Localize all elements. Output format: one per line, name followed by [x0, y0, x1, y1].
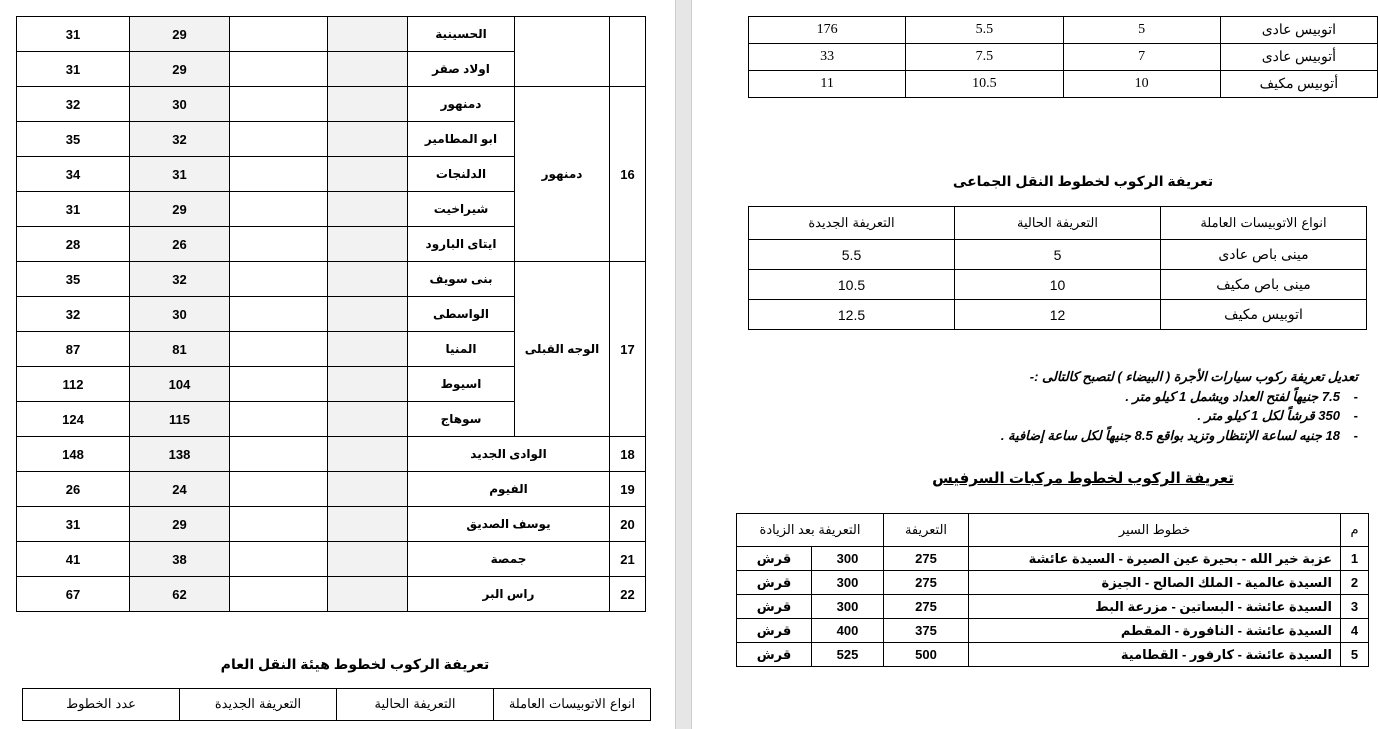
header-cell: التعريفة — [884, 514, 969, 547]
header-cell: انواع الاتوبيسات العاملة — [494, 689, 651, 721]
row-number: 2 — [1341, 571, 1369, 595]
new-fare: 34 — [17, 157, 130, 192]
station-name: راس البر — [408, 577, 610, 612]
empty-cell — [328, 472, 408, 507]
header-cell: التعريفة الجديدة — [749, 207, 955, 240]
empty-cell — [328, 227, 408, 262]
header-cell: التعريفة بعد الزيادة — [737, 514, 884, 547]
empty-cell — [328, 332, 408, 367]
current-fare: 5 — [955, 240, 1161, 270]
station-name: الدلنجات — [408, 157, 515, 192]
route-name: السيدة عائشة - النافورة - المقطم — [969, 619, 1341, 643]
empty-cell — [328, 192, 408, 227]
table-row — [749, 71, 1378, 98]
header-cell: عدد الخطوط — [23, 689, 180, 721]
route-name: السيدة عائشة - البساتين - مزرعة البط — [969, 595, 1341, 619]
route-name: عزبة خير الله - بحيرة عين الصيرة - السيدة عائشة — [969, 547, 1341, 571]
empty-cell — [230, 507, 328, 542]
station-name: ابو المطامير — [408, 122, 515, 157]
table-header-row — [737, 514, 1369, 547]
new-fare: 300 — [812, 571, 884, 595]
row-number: 19 — [610, 472, 646, 507]
station-name: ايتاى البارود — [408, 227, 515, 262]
table-row — [749, 17, 1378, 44]
row-number: 22 — [610, 577, 646, 612]
line-count: 11 — [749, 71, 906, 98]
table-row — [17, 87, 646, 122]
taxi-item: - 18 جنيه لساعة الإنتظار وتزيد بواقع 8.5 جنيهاً لكل ساعة إضافية . — [758, 426, 1358, 446]
station-name: جمصة — [408, 542, 610, 577]
empty-cell — [230, 402, 328, 437]
fare: 275 — [884, 571, 969, 595]
new-fare: 525 — [812, 643, 884, 667]
current-fare: 5 — [1063, 17, 1220, 44]
bus-type: اتوبيس عادى — [1220, 17, 1377, 44]
current-fare: 115 — [130, 402, 230, 437]
empty-cell — [328, 542, 408, 577]
new-fare: 41 — [17, 542, 130, 577]
table-row — [17, 437, 646, 472]
row-number — [610, 17, 646, 87]
current-fare: 10 — [955, 270, 1161, 300]
row-number: 1 — [1341, 547, 1369, 571]
table-row — [737, 643, 1369, 667]
empty-cell — [328, 507, 408, 542]
header-cell: التعريفة الحالية — [337, 689, 494, 721]
current-fare: 26 — [130, 227, 230, 262]
route-name: السيدة عائشة - كارفور - القطامية — [969, 643, 1341, 667]
currency-unit: قرش — [737, 619, 812, 643]
bus-type: مينى باص مكيف — [1161, 270, 1367, 300]
station-name: الواسطى — [408, 297, 515, 332]
row-number: 3 — [1341, 595, 1369, 619]
empty-cell — [230, 122, 328, 157]
row-number: 21 — [610, 542, 646, 577]
new-fare: 31 — [17, 17, 130, 52]
empty-cell — [328, 17, 408, 52]
new-fare: 5.5 — [749, 240, 955, 270]
station-name: الحسينية — [408, 17, 515, 52]
new-fare: 35 — [17, 122, 130, 157]
empty-cell — [230, 297, 328, 332]
station-name: اسيوط — [408, 367, 515, 402]
table-row — [749, 270, 1367, 300]
empty-cell — [328, 297, 408, 332]
route-name: السيدة عالمية - الملك الصالح - الجيزة — [969, 571, 1341, 595]
new-fare: 32 — [17, 87, 130, 122]
empty-cell — [230, 227, 328, 262]
bus-type: اتوبيس مكيف — [1161, 300, 1367, 330]
new-fare: 400 — [812, 619, 884, 643]
new-fare: 31 — [17, 507, 130, 542]
empty-cell — [328, 437, 408, 472]
table-row — [749, 44, 1378, 71]
fares-table — [16, 16, 646, 612]
table-row — [737, 571, 1369, 595]
station-name: سوهاج — [408, 402, 515, 437]
table-row — [17, 262, 646, 297]
current-fare: 29 — [130, 192, 230, 227]
station-name: دمنهور — [408, 87, 515, 122]
table-row — [17, 507, 646, 542]
empty-cell — [230, 17, 328, 52]
empty-cell — [230, 87, 328, 122]
table-row — [17, 17, 646, 52]
taxi-item: - 7.5 جنيهاً لفتح العداد ويشمل 1 كيلو متر . — [758, 387, 1358, 407]
new-fare: 67 — [17, 577, 130, 612]
new-fare: 12.5 — [749, 300, 955, 330]
new-fare: 10.5 — [749, 270, 955, 300]
region-name: الوجه القبلى — [515, 262, 610, 437]
table-row — [749, 240, 1367, 270]
servis-fares-table — [736, 513, 1369, 667]
current-fare: 24 — [130, 472, 230, 507]
current-fare: 62 — [130, 577, 230, 612]
line-count: 33 — [749, 44, 906, 71]
region-name — [515, 17, 610, 87]
line-count: 176 — [749, 17, 906, 44]
empty-cell — [230, 52, 328, 87]
station-name: الفيوم — [408, 472, 610, 507]
mass-transport-title: تعريفة الركوب لخطوط النقل الجماعى — [952, 173, 1214, 189]
station-name: الوادى الجديد — [408, 437, 610, 472]
station-name: بنى سويف — [408, 262, 515, 297]
new-fare: 10.5 — [906, 71, 1063, 98]
currency-unit: قرش — [737, 643, 812, 667]
new-fare: 87 — [17, 332, 130, 367]
empty-cell — [328, 262, 408, 297]
current-fare: 30 — [130, 297, 230, 332]
current-fare: 32 — [130, 262, 230, 297]
bus-type: مينى باص عادى — [1161, 240, 1367, 270]
empty-cell — [230, 157, 328, 192]
row-number: 17 — [610, 262, 646, 437]
station-name: شيراخيت — [408, 192, 515, 227]
taxi-fare-notice — [758, 367, 1358, 445]
current-fare: 7 — [1063, 44, 1220, 71]
header-cell: خطوط السير — [969, 514, 1341, 547]
row-number: 16 — [610, 87, 646, 262]
station-name: المنيا — [408, 332, 515, 367]
servis-title: تعريفة الركوب لخطوط مركبات السرفيس — [932, 470, 1234, 487]
row-number: 18 — [610, 437, 646, 472]
new-fare: 35 — [17, 262, 130, 297]
bus-type: أتوبيس عادى — [1220, 44, 1377, 71]
fare: 500 — [884, 643, 969, 667]
currency-unit: قرش — [737, 571, 812, 595]
current-fare: 12 — [955, 300, 1161, 330]
region-name: دمنهور — [515, 87, 610, 262]
new-fare: 7.5 — [906, 44, 1063, 71]
fare: 375 — [884, 619, 969, 643]
row-number: 20 — [610, 507, 646, 542]
document-page-right — [692, 0, 1378, 729]
fare: 275 — [884, 547, 969, 571]
table-header-row — [23, 689, 651, 721]
current-fare: 29 — [130, 507, 230, 542]
currency-unit: قرش — [737, 595, 812, 619]
current-fare: 10 — [1063, 71, 1220, 98]
table-row — [17, 577, 646, 612]
empty-cell — [328, 87, 408, 122]
current-fare: 38 — [130, 542, 230, 577]
empty-cell — [328, 367, 408, 402]
empty-cell — [328, 122, 408, 157]
bus-type: أتوبيس مكيف — [1220, 71, 1377, 98]
empty-cell — [328, 52, 408, 87]
table-row — [749, 300, 1367, 330]
fare: 275 — [884, 595, 969, 619]
empty-cell — [328, 157, 408, 192]
table-row — [17, 472, 646, 507]
station-name: اولاد صقر — [408, 52, 515, 87]
empty-cell — [230, 437, 328, 472]
taxi-item: - 350 قرشاً لكل 1 كيلو متر . — [758, 406, 1358, 426]
header-cell: م — [1341, 514, 1369, 547]
station-name: يوسف الصديق — [408, 507, 610, 542]
table-row — [737, 595, 1369, 619]
new-fare: 31 — [17, 52, 130, 87]
current-fare: 104 — [130, 367, 230, 402]
page-gutter — [675, 0, 692, 729]
new-fare: 300 — [812, 595, 884, 619]
empty-cell — [230, 472, 328, 507]
current-fare: 29 — [130, 52, 230, 87]
new-fare: 300 — [812, 547, 884, 571]
new-fare: 28 — [17, 227, 130, 262]
new-fare: 5.5 — [906, 17, 1063, 44]
row-number: 5 — [1341, 643, 1369, 667]
document-page-left — [0, 0, 675, 729]
new-fare: 124 — [17, 402, 130, 437]
header-cell: التعريفة الحالية — [955, 207, 1161, 240]
empty-cell — [230, 367, 328, 402]
table-row — [737, 547, 1369, 571]
current-fare: 31 — [130, 157, 230, 192]
empty-cell — [230, 577, 328, 612]
taxi-intro: تعديل تعريفة ركوب سيارات الأجرة ( البيضاء ) لتصبح كالتالى :- — [1029, 369, 1358, 384]
empty-cell — [230, 262, 328, 297]
bus-fares-table — [748, 16, 1378, 98]
table-row — [17, 542, 646, 577]
mass-transport-table — [748, 206, 1367, 330]
table-header-row — [749, 207, 1367, 240]
empty-cell — [230, 542, 328, 577]
row-number: 4 — [1341, 619, 1369, 643]
public-transport-title: تعريفة الركوب لخطوط هيئة النقل العام — [220, 656, 490, 672]
header-cell: انواع الاتوبيسات العاملة — [1161, 207, 1367, 240]
new-fare: 112 — [17, 367, 130, 402]
empty-cell — [230, 332, 328, 367]
current-fare: 81 — [130, 332, 230, 367]
table-row — [737, 619, 1369, 643]
header-cell: التعريفة الجديدة — [180, 689, 337, 721]
current-fare: 29 — [130, 17, 230, 52]
current-fare: 138 — [130, 437, 230, 472]
current-fare: 32 — [130, 122, 230, 157]
currency-unit: قرش — [737, 547, 812, 571]
new-fare: 26 — [17, 472, 130, 507]
empty-cell — [328, 577, 408, 612]
public-transport-table — [22, 688, 651, 721]
new-fare: 148 — [17, 437, 130, 472]
current-fare: 30 — [130, 87, 230, 122]
new-fare: 32 — [17, 297, 130, 332]
new-fare: 31 — [17, 192, 130, 227]
empty-cell — [230, 192, 328, 227]
empty-cell — [328, 402, 408, 437]
